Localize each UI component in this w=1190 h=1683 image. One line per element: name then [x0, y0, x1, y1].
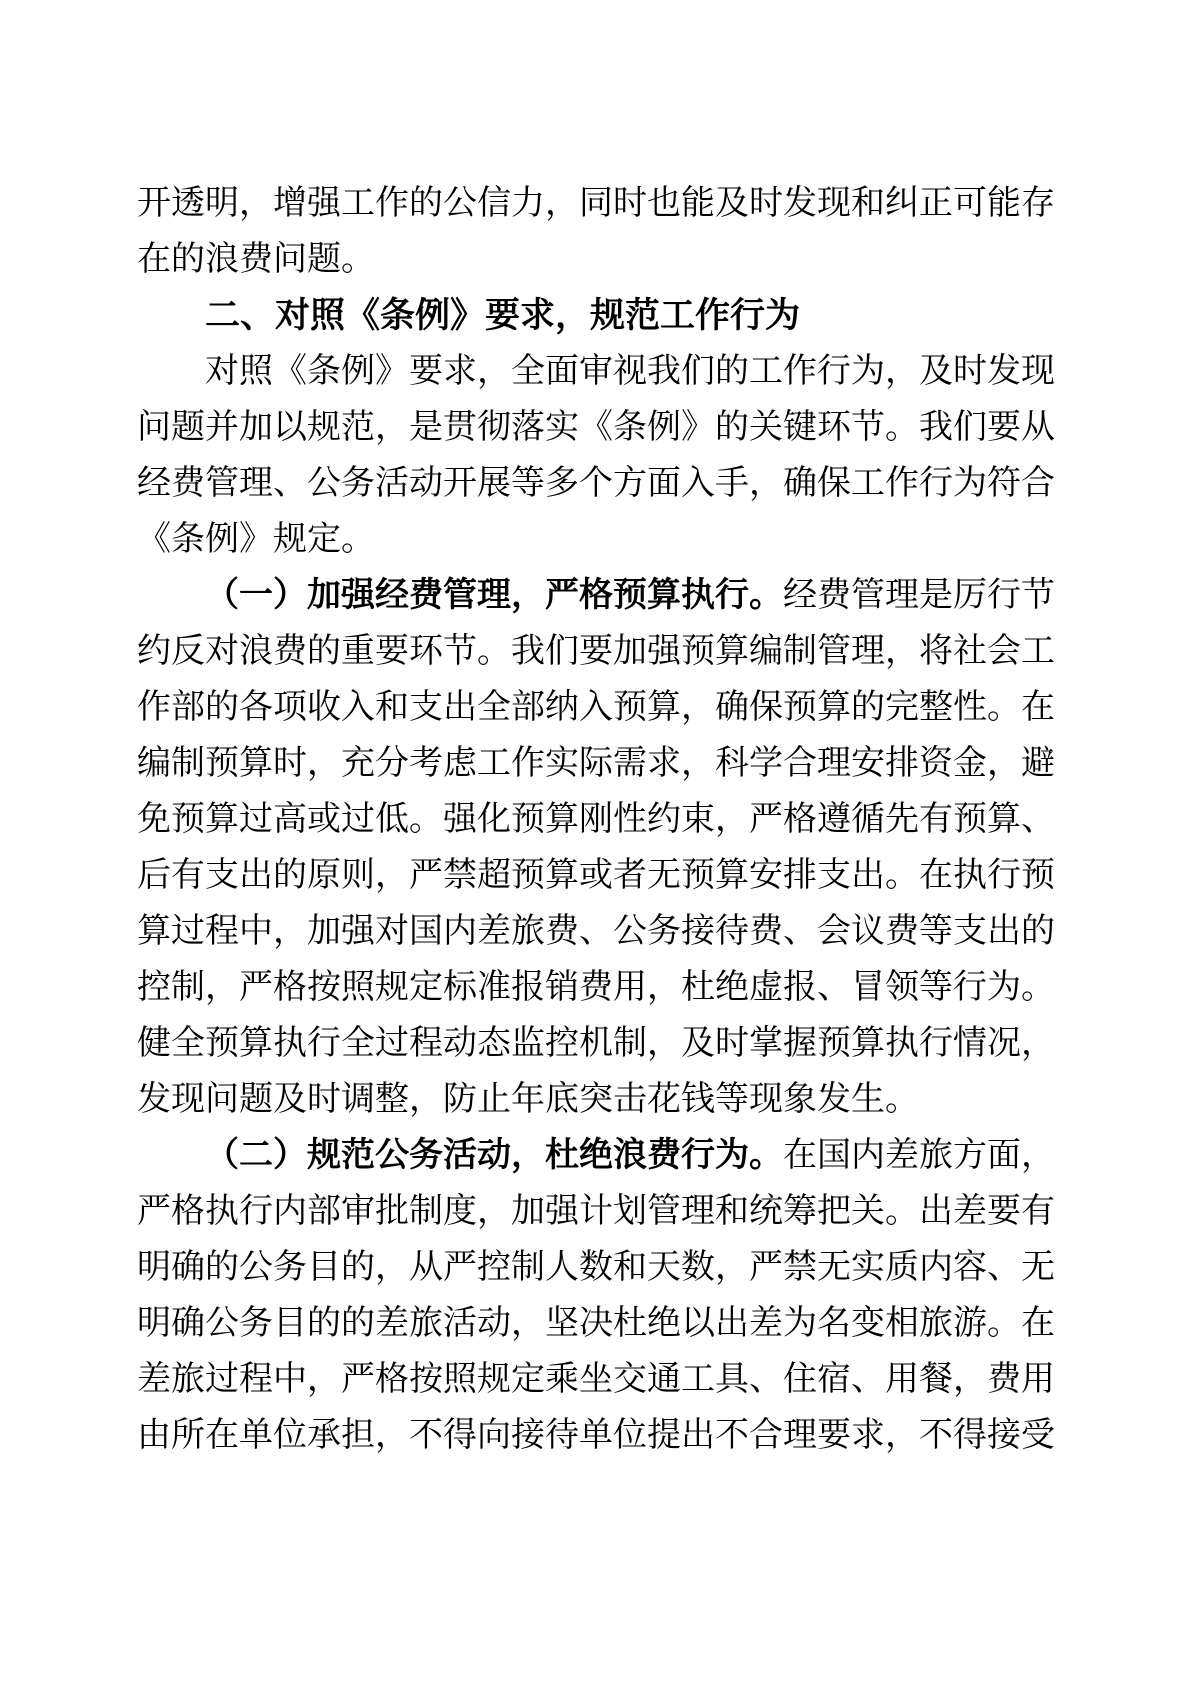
paragraph-lead: （二）规范公务活动，杜绝浪费行为。	[205, 1137, 783, 1174]
paragraph-text: 开透明，增强工作的公信力，同时也能及时发现和纠正可能存在的浪费问题。	[137, 185, 1055, 278]
paragraph	[137, 568, 1055, 1128]
paragraph	[137, 344, 1055, 568]
section-heading: 二、对照《条例》要求，规范工作行为	[205, 296, 801, 335]
paragraph	[137, 1128, 1055, 1464]
paragraph-text: 在国内差旅方面，严格执行内部审批制度，加强计划管理和统筹把关。出差要有明确的公务目的，从严控制人数和天数，严禁无实质内容、无明确公务目的的差旅活动，坚决杜绝以出差为名变相旅游。在差旅过程中，严格按照规定乘坐交通工具、住宿、用餐，费用由所在单位承担，不得向接待单位提出不合理要求，不得接受	[137, 1137, 1055, 1454]
paragraph-text: 经费管理是厉行节约反对浪费的重要环节。我们要加强预算编制管理，将社会工作部的各项收入和支出全部纳入预算，确保预算的完整性。在编制预算时，充分考虑工作实际需求，科学合理安排资金，避免预算过高或过低。强化预算刚性约束，严格遵循先有预算、后有支出的原则，严禁超预算或者无预算安排支出。在执行预算过程中，加强对国内差旅费、公务接待费、会议费等支出的控制，严格按照规定标准报销费用，杜绝虚报、冒领等行为。健全预算执行全过程动态监控机制，及时掌握预算执行情况，发现问题及时调整，防止年底突击花钱等现象发生。	[137, 577, 1055, 1118]
paragraph-text: 对照《条例》要求，全面审视我们的工作行为，及时发现问题并加以规范，是贯彻落实《条例》的关键环节。我们要从经费管理、公务活动开展等多个方面入手，确保工作行为符合《条例》规定。	[137, 353, 1055, 558]
paragraph-lead: （一）加强经费管理，严格预算执行。	[205, 577, 783, 614]
document-body	[137, 176, 1055, 1464]
paragraph-continuation	[137, 176, 1055, 288]
